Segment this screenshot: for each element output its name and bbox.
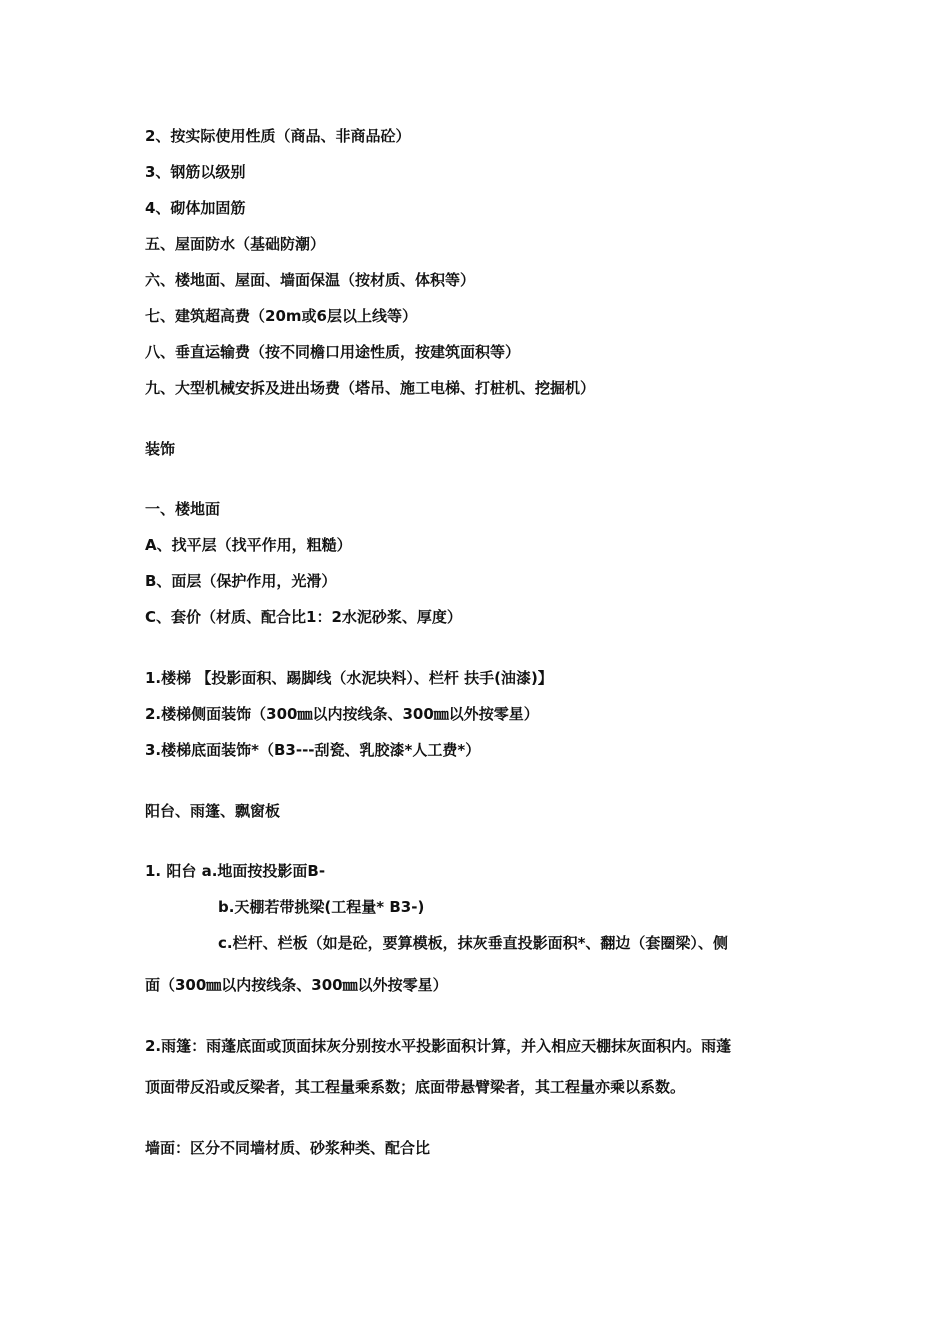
decoration-heading: 装饰 (145, 440, 176, 458)
wall-paragraph: 墙面：区分不同墙材质、砂浆种类、配合比 (145, 1139, 431, 1157)
list-item: 八、垂直运输费（按不同檐口用途性质，按建筑面积等） (145, 343, 521, 361)
list-item: 2、按实际使用性质（商品、非商品砼） (145, 127, 411, 145)
list-item: C、套价（材质、配合比1：2水泥砂浆、厚度） (145, 608, 462, 626)
balcony-line-a: 1. 阳台 a.地面按投影面B- (145, 862, 326, 880)
list-item: 六、楼地面、屋面、墙面保温（按材质、体积等） (145, 271, 476, 289)
list-item: 4、砌体加固筋 (145, 199, 246, 217)
balcony-line-c: c.栏杆、栏板（如是砼，要算模板，抹灰垂直投影面积*、翻边（套圈梁）、侧 (218, 934, 728, 952)
list-item: B、面层（保护作用，光滑） (145, 572, 337, 590)
balcony-line-c-cont: 面（300㎜以内按线条、300㎜以外按零星） (145, 976, 448, 994)
list-item: A、找平层（找平作用，粗糙） (145, 536, 352, 554)
balcony-line-b: b.天棚若带挑梁(工程量* B3-) (218, 898, 425, 916)
floor-heading: 一、楼地面 (145, 500, 221, 518)
stairs-item: 1.楼梯 【投影面积、踢脚线（水泥块料）、栏杆 扶手(油漆)】 (145, 669, 553, 687)
list-item: 五、屋面防水（基础防潮） (145, 235, 326, 253)
list-item: 3、钢筋以级别 (145, 163, 246, 181)
list-item: 九、大型机械安拆及进出场费（塔吊、施工电梯、打桩机、挖掘机） (145, 379, 596, 397)
balcony-heading: 阳台、雨篷、飘窗板 (145, 802, 281, 820)
canopy-paragraph-line1: 2.雨篷：雨蓬底面或顶面抹灰分别按水平投影面积计算，并入相应天棚抹灰面积内。雨蓬 (145, 1037, 732, 1055)
stairs-item: 2.楼梯侧面装饰（300㎜以内按线条、300㎜以外按零星） (145, 705, 539, 723)
list-item: 七、建筑超高费（20m或6层以上线等） (145, 307, 417, 325)
canopy-paragraph-line2: 顶面带反沿或反梁者，其工程量乘系数；底面带悬臂梁者，其工程量亦乘以系数。 (145, 1078, 686, 1096)
stairs-item: 3.楼梯底面装饰*（B3---刮瓷、乳胶漆*人工费*） (145, 741, 481, 759)
